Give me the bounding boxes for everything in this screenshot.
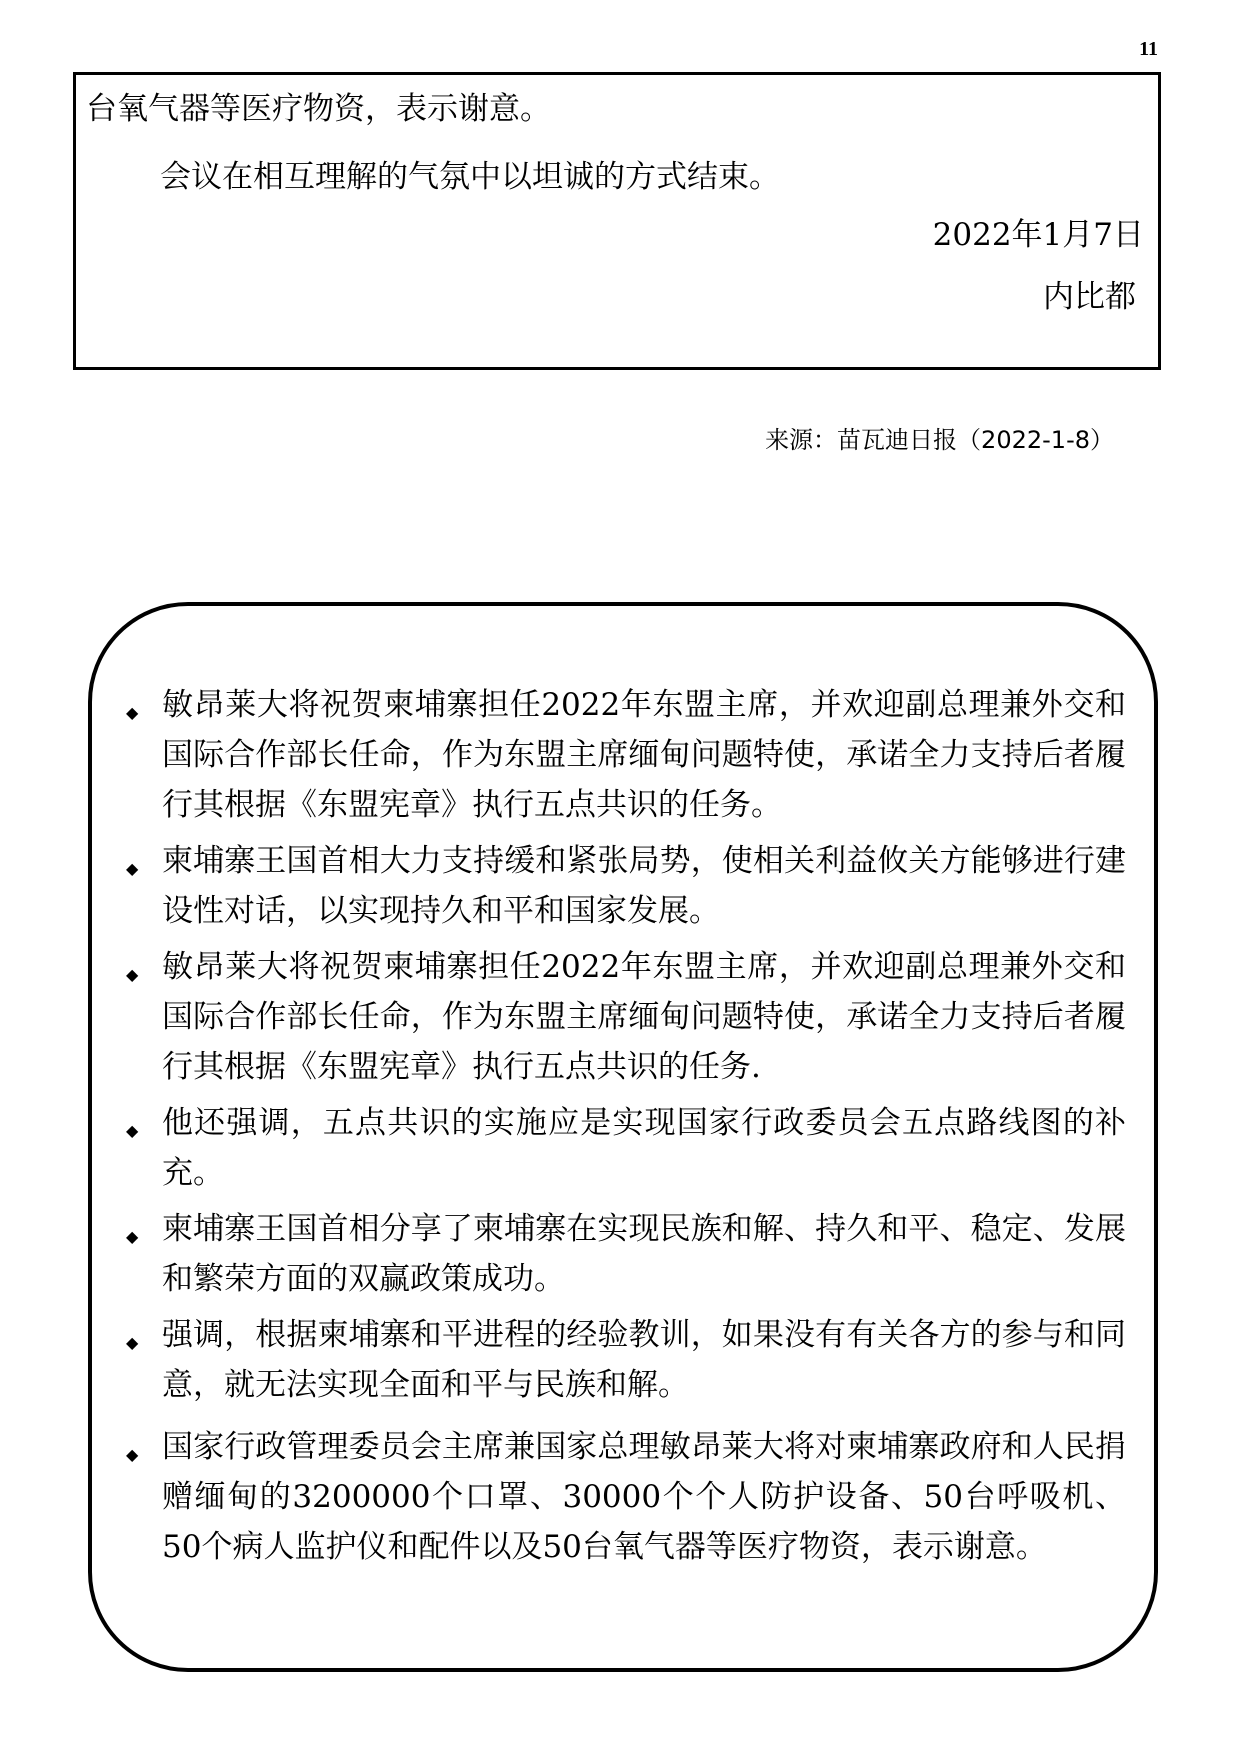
bullet-text: 柬埔寨王国首相大力支持缓和紧张局势，使相关利益攸关方能够进行建设性对话，以实现持久和平和国家发展。 bbox=[162, 843, 1126, 929]
bullet-text: 柬埔寨王国首相分享了柬埔寨在实现民族和解、持久和平、稳定、发展和繁荣方面的双赢政策成功。 bbox=[162, 1211, 1126, 1297]
diamond-bullet-icon: ◆ bbox=[126, 703, 139, 722]
bullet-text: 强调，根据柬埔寨和平进程的经验教训，如果没有有关各方的参与和同意，就无法实现全面和平与民族和解。 bbox=[162, 1317, 1126, 1403]
article-paragraph: 台氧气器等医疗物资，表示谢意。 bbox=[86, 91, 551, 127]
diamond-bullet-icon: ◆ bbox=[126, 1333, 139, 1352]
list-item bbox=[116, 836, 1126, 936]
diamond-bullet-icon: ◆ bbox=[126, 1445, 139, 1464]
diamond-bullet-icon: ◆ bbox=[126, 1227, 139, 1246]
page-number: 11 bbox=[1139, 38, 1158, 60]
bullet-text: 国家行政管理委员会主席兼国家总理敏昂莱大将对柬埔寨政府和人民捐赠缅甸的3200000个口罩、30000个个人防护设备、50台呼吸机、50个病人监护仪和配件以及50台氧气器等医疗物资，表示谢意。 bbox=[162, 1429, 1126, 1565]
diamond-bullet-icon: ◆ bbox=[126, 859, 139, 878]
list-item bbox=[116, 1422, 1126, 1572]
list-item bbox=[116, 1204, 1126, 1304]
diamond-bullet-icon: ◆ bbox=[126, 1121, 139, 1140]
summary-bullet-list bbox=[116, 680, 1126, 1578]
continued-article-box bbox=[73, 72, 1161, 370]
source-line: 来源：苗瓦迪日报（2022-1-8） bbox=[765, 426, 1114, 454]
list-item bbox=[116, 1310, 1126, 1410]
list-item bbox=[116, 1098, 1126, 1198]
article-place: 内比都 bbox=[1043, 279, 1136, 315]
article-date: 2022年1月7日 bbox=[932, 217, 1144, 253]
list-item bbox=[116, 942, 1126, 1092]
bullet-text: 敏昂莱大将祝贺柬埔寨担任2022年东盟主席，并欢迎副总理兼外交和国际合作部长任命，作为东盟主席缅甸问题特使，承诺全力支持后者履行其根据《东盟宪章》执行五点共识的任务。 bbox=[162, 687, 1126, 823]
list-item bbox=[116, 680, 1126, 830]
diamond-bullet-icon: ◆ bbox=[126, 965, 139, 984]
bullet-text: 敏昂莱大将祝贺柬埔寨担任2022年东盟主席，并欢迎副总理兼外交和国际合作部长任命，作为东盟主席缅甸问题特使，承诺全力支持后者履行其根据《东盟宪章》执行五点共识的任务. bbox=[162, 949, 1126, 1085]
bullet-text: 他还强调，五点共识的实施应是实现国家行政委员会五点路线图的补充。 bbox=[162, 1105, 1126, 1191]
article-paragraph: 会议在相互理解的气氛中以坦诚的方式结束。 bbox=[160, 159, 780, 195]
